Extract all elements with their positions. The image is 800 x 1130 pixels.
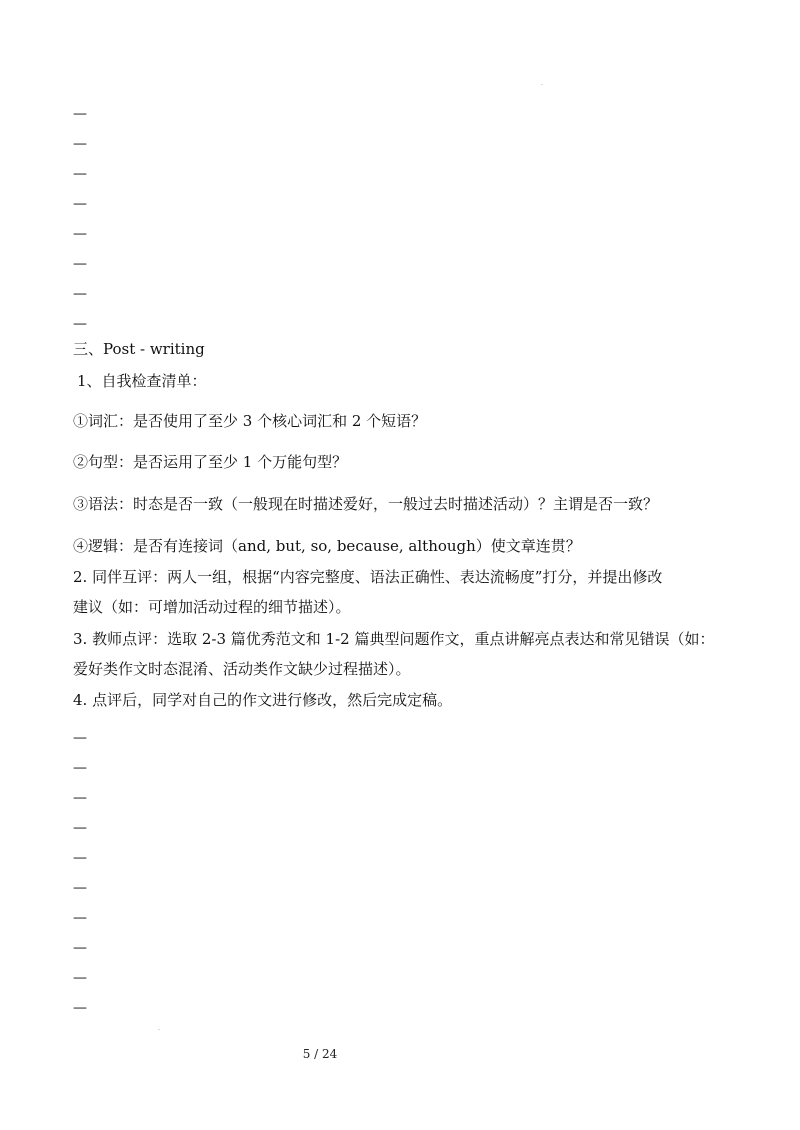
teacher-review-line1: 3. 教师点评：选取 2-3 篇优秀范文和 1-2 篇典型问题作文，重点讲解亮点表达和常见错误（如： — [73, 630, 715, 648]
blank-line: — — [73, 970, 87, 986]
blank-line: — — [73, 850, 87, 866]
blank-line: — — [73, 1000, 87, 1016]
page-number: 5 / 24 — [302, 1047, 338, 1061]
check-vocabulary: ①词汇：是否使用了至少 3 个核心词汇和 2 个短语？ — [73, 412, 427, 430]
blank-line: — — [73, 286, 87, 302]
check-grammar: ③语法：时态是否一致（一般现在时描述爱好，一般过去时描述活动）？主谓是否一致？ — [73, 495, 659, 513]
checklist-title: 1、自我检查清单： — [77, 372, 207, 390]
blank-line: — — [73, 940, 87, 956]
peer-review-line1: 2. 同伴互评：两人一组，根据“内容完整度、语法正确性、表达流畅度”打分，并提出修改 — [73, 568, 663, 586]
blank-line: — — [73, 166, 87, 182]
blank-line: — — [73, 136, 87, 152]
check-logic: ④逻辑：是否有连接词（and, but, so, because, although）使文章连贯？ — [73, 537, 581, 555]
revision-note: 4. 点评后，同学对自己的作文进行修改，然后完成定稿。 — [73, 691, 453, 709]
blank-line: — — [73, 730, 87, 746]
blank-line: — — [73, 760, 87, 776]
teacher-review-line2: 爱好类作文时态混淆、活动类作文缺少过程描述）。 — [73, 660, 411, 678]
stray-dot: · — [158, 1027, 160, 1034]
blank-line: — — [73, 820, 87, 836]
blank-line: — — [73, 316, 87, 332]
blank-line: — — [73, 880, 87, 896]
blank-line: — — [73, 196, 87, 212]
section-heading: 三、Post - writing — [73, 340, 205, 358]
blank-line: — — [73, 256, 87, 272]
blank-line: — — [73, 790, 87, 806]
peer-review-line2: 建议（如：可增加活动过程的细节描述）。 — [73, 598, 351, 616]
blank-line: — — [73, 910, 87, 926]
stray-dot: · — [541, 82, 543, 89]
blank-line: — — [73, 106, 87, 122]
check-sentence-pattern: ②句型：是否运用了至少 1 个万能句型？ — [73, 453, 348, 471]
blank-line: — — [73, 226, 87, 242]
